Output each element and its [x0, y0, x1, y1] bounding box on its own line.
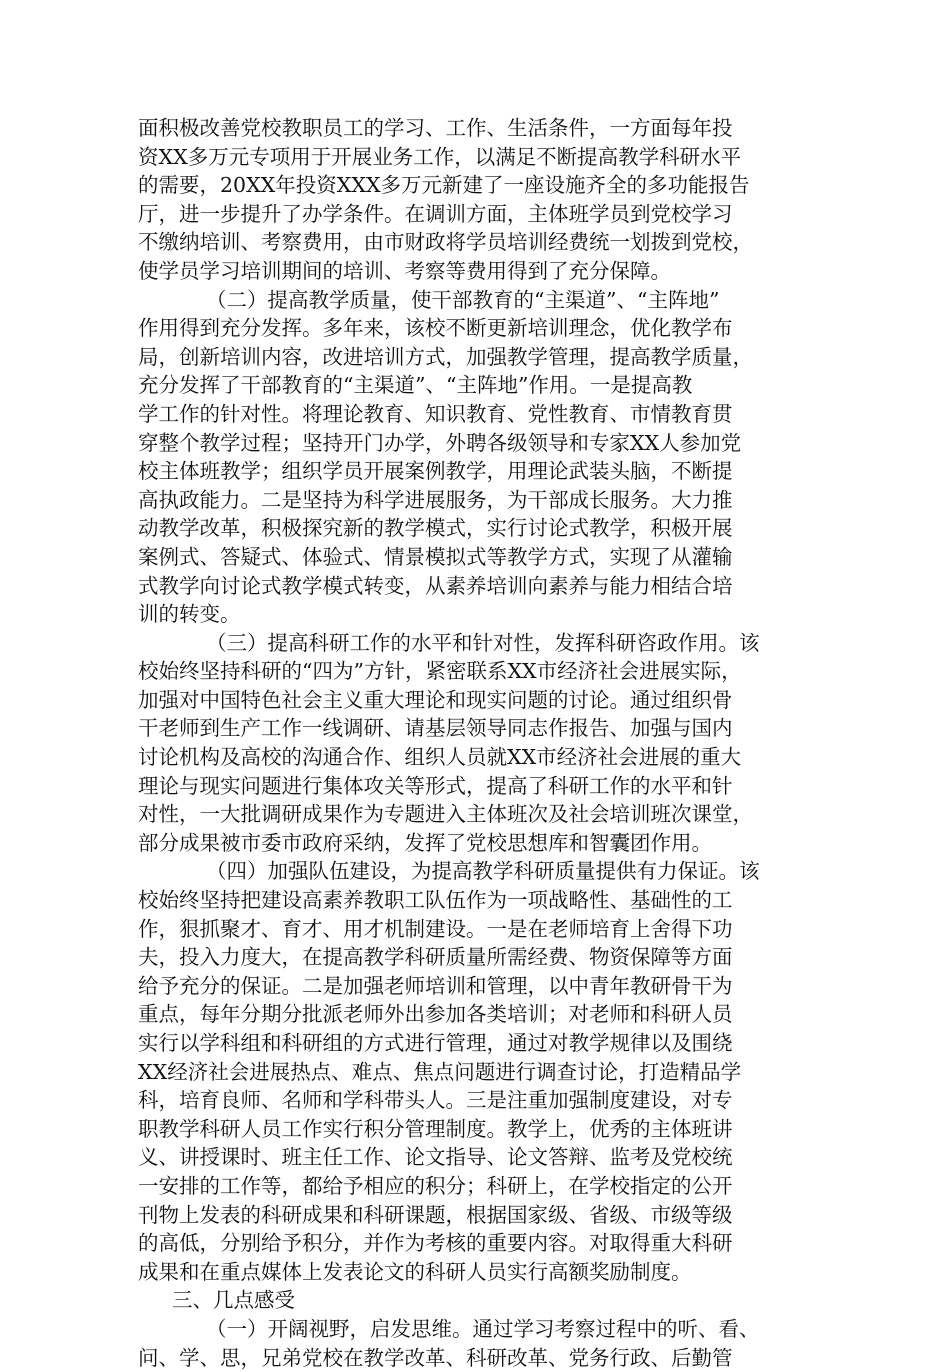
- text-line: 对性，一大批调研成果作为专题进入主体班次及社会培训班次课堂，: [138, 802, 753, 827]
- text-line: 训的转变。: [138, 602, 241, 627]
- text-line: 一安排的工作等，都给予相应的积分；科研上，在学校指定的公开: [138, 1173, 733, 1198]
- text-line: 高执政能力。二是坚持为科学进展服务，为干部成长服务。大力推: [138, 487, 733, 512]
- text-line: 讨论机构及高校的沟通合作、组织人员就XX市经济社会进展的重大: [138, 745, 742, 770]
- text-line: 科，培育良师、名师和学科带头人。三是注重加强制度建设，对专: [138, 1088, 733, 1113]
- text-line: 穿整个教学过程；坚持开门办学，外聘各级领导和专家XX人参加党: [138, 430, 742, 455]
- text-line: 动教学改革，积极探究新的教学模式，实行讨论式教学，积极开展: [138, 516, 733, 541]
- text-line: 实行以学科组和科研组的方式进行管理，通过对教学规律以及围绕: [138, 1031, 733, 1055]
- text-line: 局，创新培训内容，改进培训方式，加强教学管理，提高教学质量，: [138, 344, 753, 369]
- text-line: 充分发挥了干部教育的“主渠道”、“主阵地”作用。一是提高教: [138, 373, 693, 398]
- text-line: 重点，每年分期分批派老师外出参加各类培训；对老师和科研人员: [138, 1002, 733, 1027]
- text-line: 作用得到充分发挥。多年来，该校不断更新培训理念，优化教学布: [138, 316, 733, 341]
- text-line: XX经济社会进展热点、难点、焦点问题进行调查讨论，打造精品学: [138, 1059, 742, 1084]
- text-line: （二）提高教学质量，使干部教育的“主渠道”、“主阵地”: [206, 287, 720, 312]
- text-line: 问、学、思，兄弟党校在教学改革、科研改革、党务行政、后勤管: [138, 1345, 733, 1370]
- text-line: 使学员学习培训期间的培训、考察等费用得到了充分保障。: [138, 258, 671, 283]
- text-line: 夫，投入力度大，在提高教学科研质量所需经费、物资保障等方面: [138, 945, 733, 970]
- text-line: （四）加强队伍建设，为提高教学科研质量提供有力保证。该: [206, 859, 760, 884]
- text-line: 面积极改善党校教职员工的学习、工作、生活条件，一方面每年投: [138, 116, 733, 140]
- text-line: 案例式、答疑式、体验式、情景模拟式等教学方式，实现了从灌输: [138, 544, 733, 569]
- text-line: 刊物上发表的科研成果和科研课题，根据国家级、省级、市级等级: [138, 1202, 733, 1227]
- text-line: （一）开阔视野，启发思维。通过学习考察过程中的听、看、: [206, 1316, 760, 1341]
- text-line: 给予充分的保证。二是加强老师培训和管理，以中青年教研骨干为: [138, 973, 733, 998]
- text-line: 作，狠抓聚才、育才、用才机制建设。一是在老师培育上舍得下功: [138, 916, 733, 941]
- text-line: 义、讲授课时、班主任工作、论文指导、论文答辩、监考及党校统: [138, 1145, 733, 1170]
- text-line: 部分成果被市委市政府采纳，发挥了党校思想库和智囊团作用。: [138, 830, 712, 855]
- text-line: 校始终坚持把建设高素养教职工队伍作为一项战略性、基础性的工: [138, 888, 733, 913]
- text-line: 学工作的针对性。将理论教育、知识教育、党性教育、市情教育贯: [138, 401, 733, 426]
- text-line: 干老师到生产工作一线调研、请基层领导同志作报告、加强与国内: [138, 716, 733, 741]
- text-line: 式教学向讨论式教学模式转变，从素养培训向素养与能力相结合培: [138, 573, 733, 598]
- text-line: 不缴纳培训、考察费用，由市财政将学员培训经费统一划拨到党校，: [138, 230, 753, 255]
- text-line: 加强对中国特色社会主义重大理论和现实问题的讨论。通过组织骨: [138, 687, 733, 712]
- text-line: 职教学科研人员工作实行积分管理制度。教学上，优秀的主体班讲: [138, 1116, 733, 1141]
- section-heading: 三、几点感受: [172, 1288, 295, 1313]
- document-body: [138, 114, 818, 1372]
- text-line: 校主体班教学；组织学员开展案例教学，用理论武装头脑，不断提: [138, 459, 733, 484]
- text-line: 校始终坚持科研的“四为”方针，紧密联系XX市经济社会进展实际，: [138, 659, 742, 684]
- text-line: 厅，进一步提升了办学条件。在调训方面，主体班学员到党校学习: [138, 201, 733, 226]
- text-line: 的高低，分别给予积分，并作为考核的重要内容。对取得重大科研: [138, 1231, 733, 1256]
- text-line: 的需要，20XX年投资XXX多万元新建了一座设施齐全的多功能报告: [138, 173, 750, 198]
- text-line: 理论与现实问题进行集体攻关等形式，提高了科研工作的水平和针: [138, 773, 733, 798]
- text-line: 资XX多万元专项用于开展业务工作，以满足不断提高教学科研水平: [138, 144, 742, 169]
- text-line: 成果和在重点媒体上发表论文的科研人员实行高额奖励制度。: [138, 1259, 692, 1284]
- text-line: （三）提高科研工作的水平和针对性，发挥科研咨政作用。该: [206, 630, 760, 655]
